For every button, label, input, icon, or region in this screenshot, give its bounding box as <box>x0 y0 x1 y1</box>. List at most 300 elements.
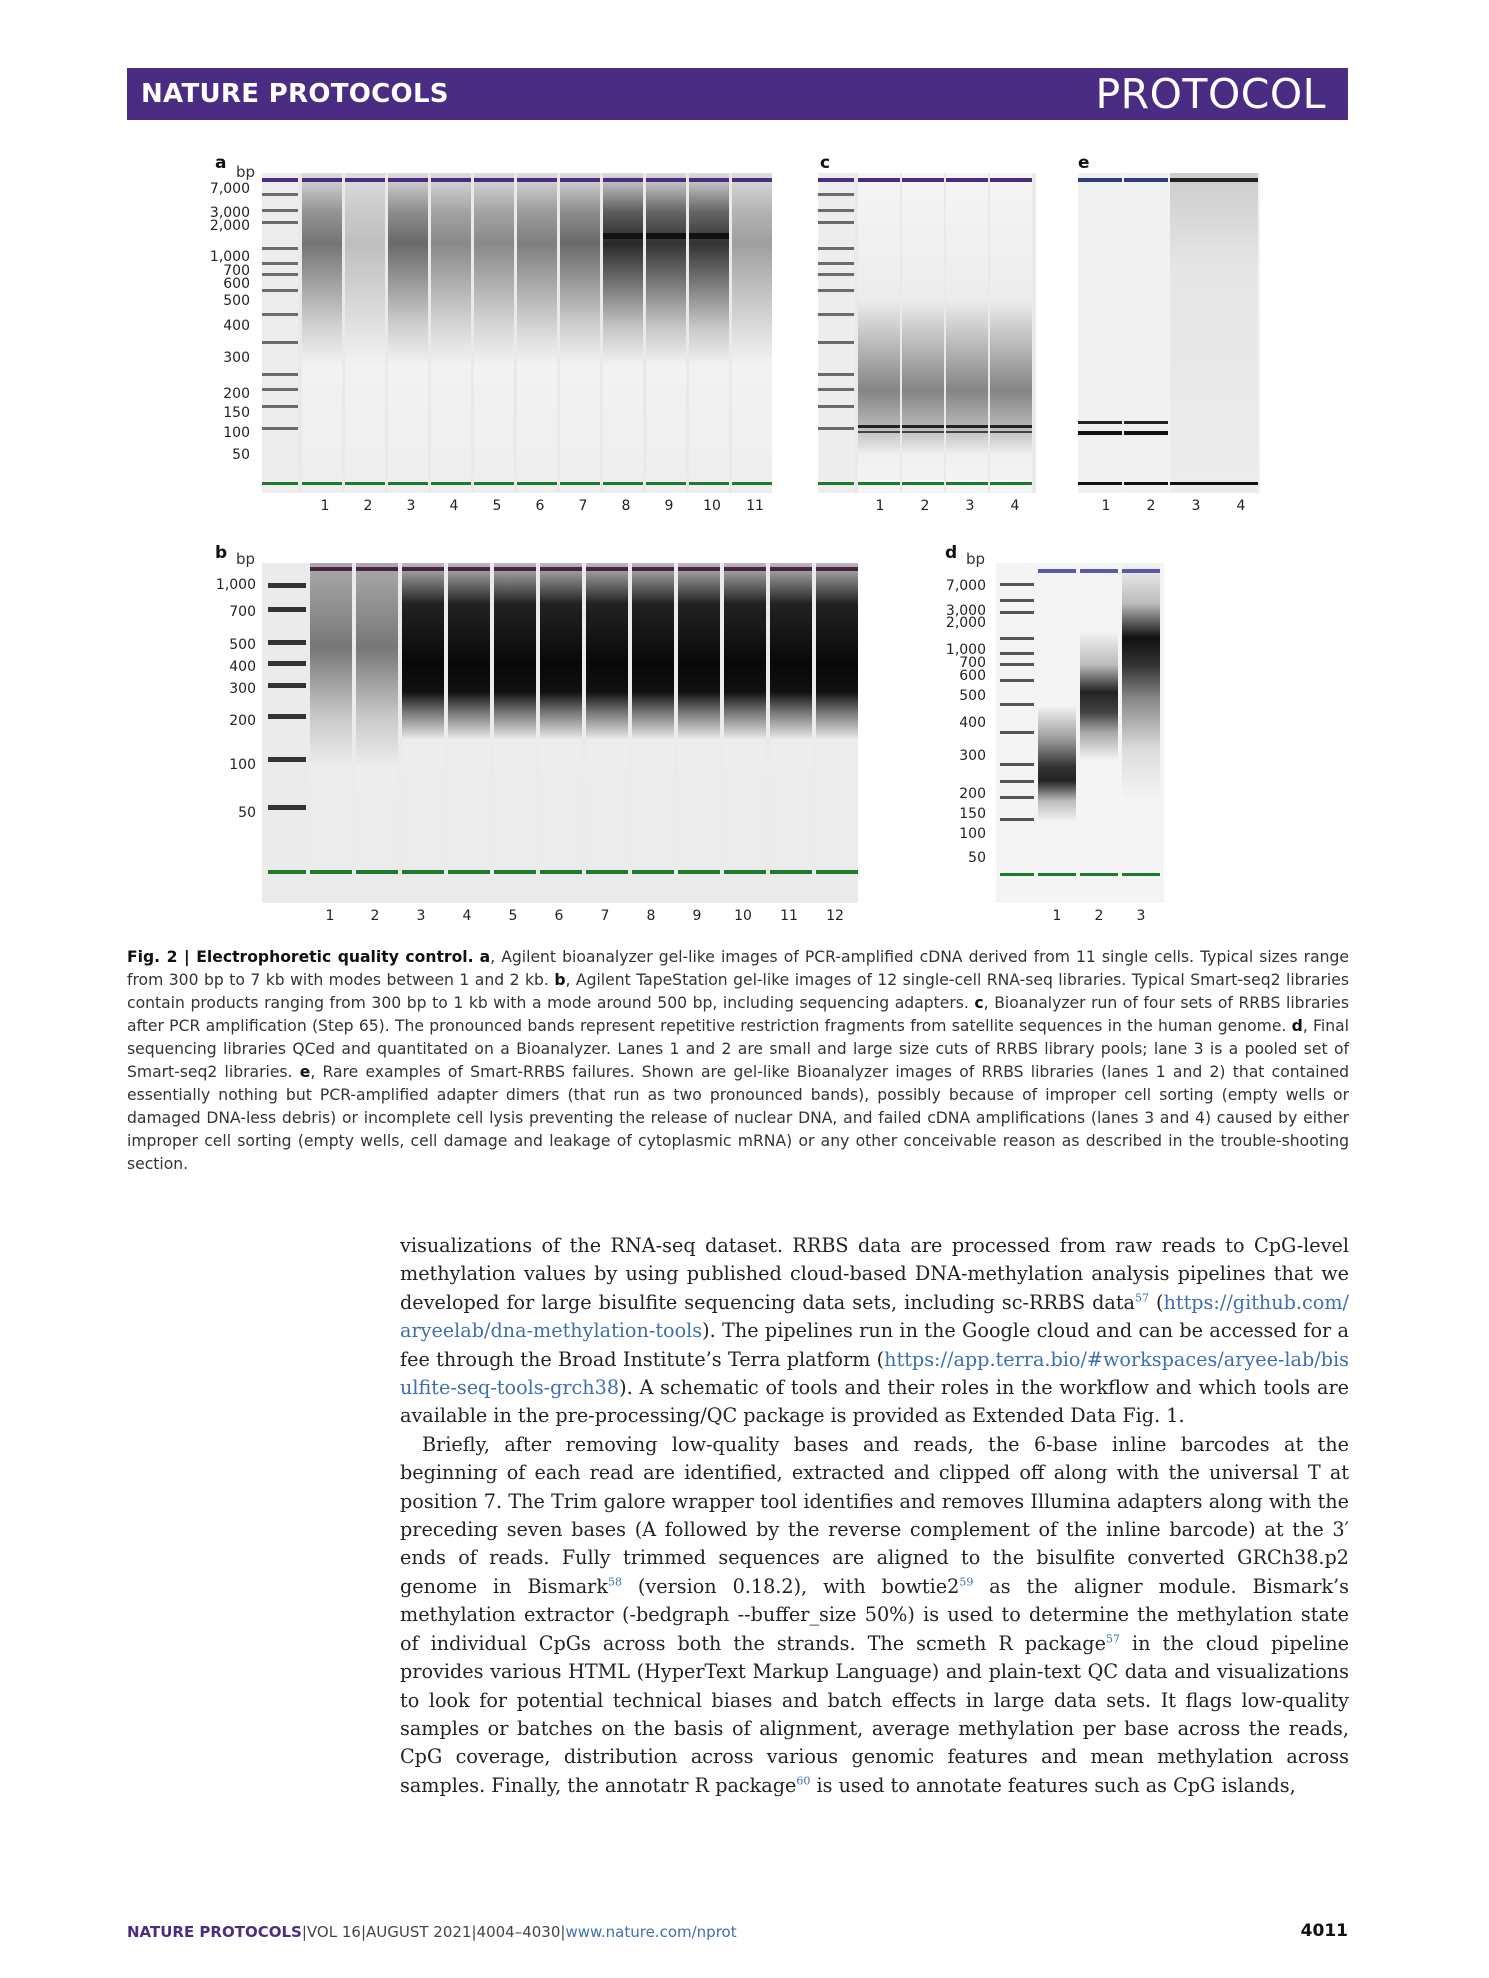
ladder-band <box>262 405 298 408</box>
ladder-band <box>262 209 298 212</box>
marker-lower <box>474 482 514 485</box>
sample-lane <box>540 563 582 903</box>
footer-journal: NATURE PROTOCOLS <box>127 1923 302 1941</box>
ladder-band <box>1000 637 1034 640</box>
caption-label: Fig. 2 | Electrophoretic quality control. <box>127 948 474 966</box>
sample-lane <box>431 173 471 493</box>
marker-upper <box>302 178 342 182</box>
marker-upper <box>448 567 490 571</box>
footer-volume: VOL 16 <box>306 1923 361 1941</box>
figure-caption <box>127 946 1349 1176</box>
sample-lane <box>816 563 858 903</box>
lane-label: 1 <box>325 908 335 924</box>
marker-upper <box>1214 178 1258 182</box>
text-run: ). The pipelines run in the Google cloud and can be accessed for a fee through the Broad Institute’s Terra platform ( <box>400 1319 1349 1371</box>
text-run: Briefly, after removing low-quality bases and reads, the 6-base inline barcodes at the beginning of each read are identified, extracted and clipped off along with the universal T at position 7. The Trim galore wrapper tool identifies and removes Illumina adapters along with the preceding seven bases (A followed by the reverse complement of the inline barcode) at the 3′ ends of reads. Fully trimmed sequences are aligned to the bisulfite converted GRCh38.p2 genome in Bismark <box>400 1432 1349 1598</box>
sample-lane <box>990 173 1032 493</box>
marker-lower <box>1000 873 1034 876</box>
size-label: 50 <box>232 447 250 463</box>
caption-a-letter: a <box>479 948 491 966</box>
ladder-band <box>818 193 854 196</box>
lane-label: 2 <box>920 498 930 514</box>
size-label: 50 <box>238 805 256 821</box>
ladder-band <box>818 341 854 344</box>
panel-e-letter: e <box>1078 153 1090 173</box>
lane-label: 1 <box>875 498 885 514</box>
caption-d-text: , Final sequencing libraries QCed and quantitated on a Bioanalyzer. Lanes 1 and 2 are small and large size cuts of RRBS library pools; lane 3 is a pooled set of Smart-seq2 libraries. <box>127 1017 1349 1081</box>
footer-pages: 4004–4030 <box>476 1923 561 1941</box>
marker-lower <box>1124 482 1168 485</box>
marker-upper <box>1080 569 1118 573</box>
marker-lower <box>818 482 854 485</box>
ladder-band <box>818 209 854 212</box>
ladder-lane <box>268 563 306 903</box>
marker-upper <box>689 178 729 182</box>
lane-label: 7 <box>600 908 610 924</box>
lane-label: 3 <box>1191 498 1201 514</box>
caption-b-text: , Agilent TapeStation gel-like images of 12 single-cell RNA-seq libraries. Typical Smart-seq2 libraries contain products ranging from 300 bp to 1 kb with a mode around 500 bp, including sequencing adapters. <box>127 971 1349 1012</box>
panel-a-letter: a <box>215 153 227 173</box>
marker-upper <box>732 178 772 182</box>
ladder-band <box>1000 679 1034 682</box>
marker-lower <box>448 870 490 874</box>
marker-lower <box>902 482 944 485</box>
figure-2 <box>0 0 1489 940</box>
lane-label: 10 <box>703 498 721 514</box>
marker-lower <box>816 870 858 874</box>
marker-upper <box>1078 178 1122 182</box>
ladder-band <box>268 714 306 719</box>
marker-lower <box>689 482 729 485</box>
ladder-band <box>1000 818 1034 821</box>
lane-label: 2 <box>370 908 380 924</box>
marker-upper <box>388 178 428 182</box>
marker-upper <box>724 567 766 571</box>
marker-lower <box>262 482 298 485</box>
marker-upper <box>603 178 643 182</box>
ladder-band <box>262 221 298 224</box>
marker-lower <box>356 870 398 874</box>
footer-sep: | <box>560 1923 566 1941</box>
sample-lane <box>586 563 628 903</box>
footer-date: AUGUST 2021 <box>366 1923 472 1941</box>
size-label: 300 <box>959 748 986 764</box>
sample-lane <box>724 563 766 903</box>
sample-lane <box>603 173 643 493</box>
marker-upper <box>646 178 686 182</box>
lane-label: 3 <box>416 908 426 924</box>
marker-lower <box>946 482 988 485</box>
lane-label: 11 <box>746 498 764 514</box>
mode-band <box>603 233 643 239</box>
panel-d-letter: d <box>945 543 958 563</box>
sample-lane <box>402 563 444 903</box>
caption-e-text: , Rare examples of Smart-RRBS failures. Shown are gel-like Bioanalyzer images of RRBS libraries (lanes 1 and 2) that contained essentially nothing but PCR-amplified adapter dimers (that run as two pronounced bands), possibly because of improper cell sorting (empty wells or damaged DNA-less debris) or incomplete cell lysis preventing the release of nuclear DNA, and failed cDNA amplifications (lanes 3 and 4) caused by either improper cell sorting (empty wells, cell damage and leakage of cytoplasmic mRNA) or any other conceivable reason as described in the trouble-shooting section. <box>127 1063 1349 1173</box>
sample-lane <box>902 173 944 493</box>
marker-lower <box>345 482 385 485</box>
section-label: PROTOCOL <box>1095 70 1326 118</box>
marker-upper <box>1124 178 1168 182</box>
marker-lower <box>732 482 772 485</box>
lane-label: 1 <box>320 498 330 514</box>
marker-upper <box>1038 569 1076 573</box>
size-label: 700 <box>223 263 250 279</box>
marker-upper <box>517 178 557 182</box>
adapter-dimer-band <box>1124 421 1168 424</box>
satellite-band <box>946 425 988 428</box>
sample-lane <box>517 173 557 493</box>
marker-lower <box>560 482 600 485</box>
page-number: 4011 <box>1300 1921 1348 1941</box>
footer-sep: | <box>360 1923 366 1941</box>
size-label: 600 <box>959 668 986 684</box>
satellite-band <box>990 425 1032 428</box>
marker-lower <box>540 870 582 874</box>
lane-label: 6 <box>554 908 564 924</box>
mode-band <box>689 233 729 239</box>
marker-lower <box>632 870 674 874</box>
ladder-lane <box>818 173 854 493</box>
body-text <box>400 1232 1349 1800</box>
marker-upper <box>540 567 582 571</box>
sample-lane <box>646 173 686 493</box>
marker-upper <box>632 567 674 571</box>
marker-upper <box>262 178 298 182</box>
footer-sep: | <box>301 1923 307 1941</box>
citation-57b[interactable]: 57 <box>1105 1632 1120 1646</box>
ladder-band <box>268 805 306 810</box>
ladder-band <box>1000 703 1034 706</box>
ladder-band <box>818 373 854 376</box>
panel-b-gel <box>262 563 858 903</box>
sample-lane <box>858 173 900 493</box>
marker-upper <box>402 567 444 571</box>
marker-lower <box>388 482 428 485</box>
size-label: 1,000 <box>209 249 250 265</box>
caption-e-letter: e <box>299 1063 311 1081</box>
marker-upper <box>310 567 352 571</box>
ladder-band <box>262 289 298 292</box>
size-label: 150 <box>959 806 986 822</box>
size-label: 400 <box>223 318 250 334</box>
caption-b-letter: b <box>554 971 566 989</box>
marker-upper <box>356 567 398 571</box>
lane-label: 5 <box>508 908 518 924</box>
marker-upper <box>946 178 988 182</box>
size-label: 700 <box>229 604 256 620</box>
marker-lower <box>678 870 720 874</box>
size-label: 100 <box>223 425 250 441</box>
panel-b-letter: b <box>215 543 228 563</box>
ladder-band <box>262 247 298 250</box>
marker-lower <box>494 870 536 874</box>
lane-label: 12 <box>826 908 844 924</box>
panel-c-letter: c <box>820 153 831 173</box>
size-label: 400 <box>959 715 986 731</box>
link-terra-bisulfite-tools[interactable]: https://app.terra.bio/#workspaces/aryee-lab/bisulfite-seq-tools-grch38 <box>400 1347 1349 1400</box>
marker-lower <box>858 482 900 485</box>
paragraph-2 <box>400 1431 1349 1800</box>
size-label: 500 <box>229 637 256 653</box>
link-github-dna-methylation-tools[interactable]: https://github.com/aryeelab/dna-methylation-tools <box>400 1290 1349 1343</box>
lane-label: 10 <box>734 908 752 924</box>
satellite-band <box>858 425 900 428</box>
panel-a-gel <box>262 173 772 493</box>
ladder-band <box>262 262 298 265</box>
lane-label: 8 <box>621 498 631 514</box>
marker-lower <box>646 482 686 485</box>
marker-upper <box>474 178 514 182</box>
ladder-band <box>1000 663 1034 666</box>
panel-d-unit: bp <box>966 550 986 568</box>
ladder-band <box>1000 611 1034 614</box>
lane-label: 6 <box>535 498 545 514</box>
ladder-band <box>268 640 306 645</box>
size-label: 200 <box>229 713 256 729</box>
ladder-band <box>262 193 298 196</box>
sample-lane <box>494 563 536 903</box>
text-run: in the cloud pipeline provides various HTML (HyperText Markup Language) and plain-text QC data and visualizations to look for potential technical biases and batch effects in large data sets. It flags low-quality samples or batches on the basis of alignment, average methylation per base across the reads, CpG coverage, distribution across various genomic features and mean methylation across samples. Finally, the annotatr R package <box>400 1631 1349 1797</box>
sample-lane <box>732 173 772 493</box>
marker-upper <box>1122 569 1160 573</box>
satellite-band <box>858 431 900 433</box>
sample-lane <box>1124 173 1168 493</box>
mode-band <box>646 233 686 239</box>
ladder-band <box>1000 763 1034 766</box>
marker-upper <box>902 178 944 182</box>
lane-label: 11 <box>780 908 798 924</box>
sample-lane <box>474 173 514 493</box>
size-label: 7,000 <box>209 181 250 197</box>
footer-url[interactable]: www.nature.com/nprot <box>565 1923 737 1941</box>
marker-upper <box>431 178 471 182</box>
size-label: 100 <box>959 826 986 842</box>
size-label: 3,000 <box>945 603 986 619</box>
lane-label: 5 <box>492 498 502 514</box>
caption-c-letter: c <box>974 994 984 1012</box>
sample-lane <box>345 173 385 493</box>
size-label: 2,000 <box>945 615 986 631</box>
satellite-band <box>946 431 988 433</box>
ladder-band <box>262 427 298 430</box>
marker-lower <box>1078 482 1122 485</box>
ladder-band <box>818 221 854 224</box>
ladder-band <box>818 247 854 250</box>
marker-upper <box>816 567 858 571</box>
satellite-band <box>902 425 944 428</box>
panel-b-unit: bp <box>236 550 256 568</box>
lane-label: 2 <box>1094 908 1104 924</box>
marker-lower <box>310 870 352 874</box>
marker-lower <box>517 482 557 485</box>
sample-lane <box>1038 563 1076 903</box>
size-label: 300 <box>223 350 250 366</box>
adapter-dimer-band <box>1078 431 1122 435</box>
satellite-band <box>990 431 1032 433</box>
ladder-band <box>262 341 298 344</box>
sample-lane <box>1170 173 1214 493</box>
marker-upper <box>586 567 628 571</box>
marker-lower <box>268 870 306 874</box>
ladder-band <box>818 273 854 276</box>
size-label: 500 <box>223 293 250 309</box>
ladder-band <box>268 661 306 666</box>
size-label: 500 <box>959 688 986 704</box>
ladder-band <box>818 289 854 292</box>
lane-label: 1 <box>1101 498 1111 514</box>
ladder-band <box>262 373 298 376</box>
ladder-band <box>1000 583 1034 586</box>
sample-lane <box>1078 173 1122 493</box>
lane-label: 9 <box>692 908 702 924</box>
satellite-band <box>902 431 944 433</box>
marker-upper <box>858 178 900 182</box>
marker-upper <box>1170 178 1214 182</box>
marker-lower <box>586 870 628 874</box>
paragraph-1 <box>400 1232 1349 1431</box>
citation-60[interactable]: 60 <box>796 1774 811 1788</box>
sample-lane <box>302 173 342 493</box>
lane-label: 4 <box>1010 498 1020 514</box>
size-label: 100 <box>229 757 256 773</box>
text-run: visualizations of the RNA-seq dataset. RRBS data are processed from raw reads to CpG-level methylation values by using published cloud-based DNA-methylation analysis pipelines that we developed for large bisulfite sequencing data sets, including sc-RRBS data <box>400 1234 1349 1314</box>
marker-lower <box>1170 482 1214 485</box>
size-label: 3,000 <box>209 205 250 221</box>
lane-label: 4 <box>1236 498 1246 514</box>
sample-lane <box>689 173 729 493</box>
panel-c-gel <box>818 173 1036 493</box>
marker-lower <box>990 482 1032 485</box>
ladder-band <box>262 273 298 276</box>
sample-lane <box>448 563 490 903</box>
lane-label: 3 <box>965 498 975 514</box>
sample-lane <box>560 173 600 493</box>
size-label: 200 <box>223 386 250 402</box>
adapter-dimer-band <box>1078 421 1122 424</box>
marker-lower <box>431 482 471 485</box>
lane-label: 7 <box>578 498 588 514</box>
sample-lane <box>946 173 988 493</box>
marker-upper <box>560 178 600 182</box>
footer-sep: | <box>471 1923 477 1941</box>
marker-upper <box>345 178 385 182</box>
citation-59[interactable]: 59 <box>959 1575 974 1589</box>
lane-label: 4 <box>462 908 472 924</box>
marker-lower <box>1122 873 1160 876</box>
size-label: 7,000 <box>945 578 986 594</box>
lane-label: 8 <box>646 908 656 924</box>
text-run: (version 0.18.2), with bowtie2 <box>621 1574 960 1598</box>
marker-upper <box>818 178 854 182</box>
ladder-band <box>1000 731 1034 734</box>
sample-lane <box>356 563 398 903</box>
ladder-band <box>1000 652 1034 655</box>
citation-57[interactable]: 57 <box>1135 1291 1149 1305</box>
ladder-band <box>818 388 854 391</box>
size-label: 150 <box>223 405 250 421</box>
size-label: 2,000 <box>209 218 250 234</box>
lane-label: 2 <box>363 498 373 514</box>
marker-lower <box>1214 482 1258 485</box>
marker-lower <box>402 870 444 874</box>
ladder-band <box>1000 780 1034 783</box>
adapter-dimer-band <box>1124 431 1168 435</box>
ladder-band <box>262 388 298 391</box>
text-run: as the aligner module. Bismark’s methylation extractor (-bedgraph --buffer_size 50%) is used to determine the methylation state of individual CpGs across both the strands. The scmeth R package <box>400 1574 1350 1655</box>
ladder-lane <box>262 173 298 493</box>
sample-lane <box>1080 563 1118 903</box>
caption-a-text: , Agilent bioanalyzer gel-like images of PCR-amplified cDNA derived from 11 single cells. Typical sizes range from 300 bp to 7 kb with modes between 1 and 2 kb. <box>127 948 1349 989</box>
marker-lower <box>1038 873 1076 876</box>
marker-upper <box>678 567 720 571</box>
ladder-band <box>1000 599 1034 602</box>
ladder-band <box>268 757 306 762</box>
lane-label: 2 <box>1146 498 1156 514</box>
caption-c-text: , Bioanalyzer run of four sets of RRBS libraries after PCR amplification (Step 65). The pronounced bands represent repetitive restriction fragments from satellite sequences in the human genome. <box>127 994 1349 1035</box>
ladder-band <box>818 427 854 430</box>
ladder-lane <box>1000 563 1034 903</box>
ladder-band <box>818 313 854 316</box>
marker-lower <box>724 870 766 874</box>
lane-label: 3 <box>406 498 416 514</box>
sample-lane <box>678 563 720 903</box>
sample-lane <box>388 173 428 493</box>
lane-label: 3 <box>1136 908 1146 924</box>
marker-lower <box>603 482 643 485</box>
panel-a-unit: bp <box>236 163 256 181</box>
text-run: ). A schematic of tools and their roles in the workflow and which tools are available in the pre-processing/QC package is provided as Extended Data Fig. 1. <box>400 1376 1349 1428</box>
ladder-band <box>262 313 298 316</box>
ladder-band <box>1000 796 1034 799</box>
size-label: 50 <box>968 850 986 866</box>
caption-d-letter: d <box>1291 1017 1303 1035</box>
size-label: 200 <box>959 786 986 802</box>
lane-label: 9 <box>664 498 674 514</box>
marker-lower <box>1080 873 1118 876</box>
lane-label: 4 <box>449 498 459 514</box>
size-label: 400 <box>229 659 256 675</box>
size-label: 700 <box>959 655 986 671</box>
sample-lane <box>632 563 674 903</box>
sample-lane <box>770 563 812 903</box>
sample-lane <box>1214 173 1258 493</box>
ladder-band <box>268 683 306 688</box>
sample-lane <box>310 563 352 903</box>
marker-upper <box>770 567 812 571</box>
journal-name: NATURE PROTOCOLS <box>141 79 449 109</box>
sample-lane <box>1122 563 1160 903</box>
size-label: 300 <box>229 681 256 697</box>
ladder-band <box>268 607 306 612</box>
size-label: 600 <box>223 276 250 292</box>
text-run: ( <box>1149 1290 1164 1314</box>
ladder-band <box>818 262 854 265</box>
ladder-band <box>268 583 306 588</box>
text-run: is used to annotate features such as CpG islands, <box>810 1773 1296 1797</box>
panel-d-gel <box>996 563 1164 903</box>
panel-e-gel <box>1078 173 1260 493</box>
ladder-band <box>818 405 854 408</box>
page-footer <box>127 1923 737 1941</box>
size-label: 1,000 <box>215 577 256 593</box>
marker-upper <box>494 567 536 571</box>
marker-upper <box>990 178 1032 182</box>
lane-label: 1 <box>1052 908 1062 924</box>
size-label: 1,000 <box>945 642 986 658</box>
marker-lower <box>770 870 812 874</box>
marker-lower <box>302 482 342 485</box>
citation-58[interactable]: 58 <box>607 1575 622 1589</box>
